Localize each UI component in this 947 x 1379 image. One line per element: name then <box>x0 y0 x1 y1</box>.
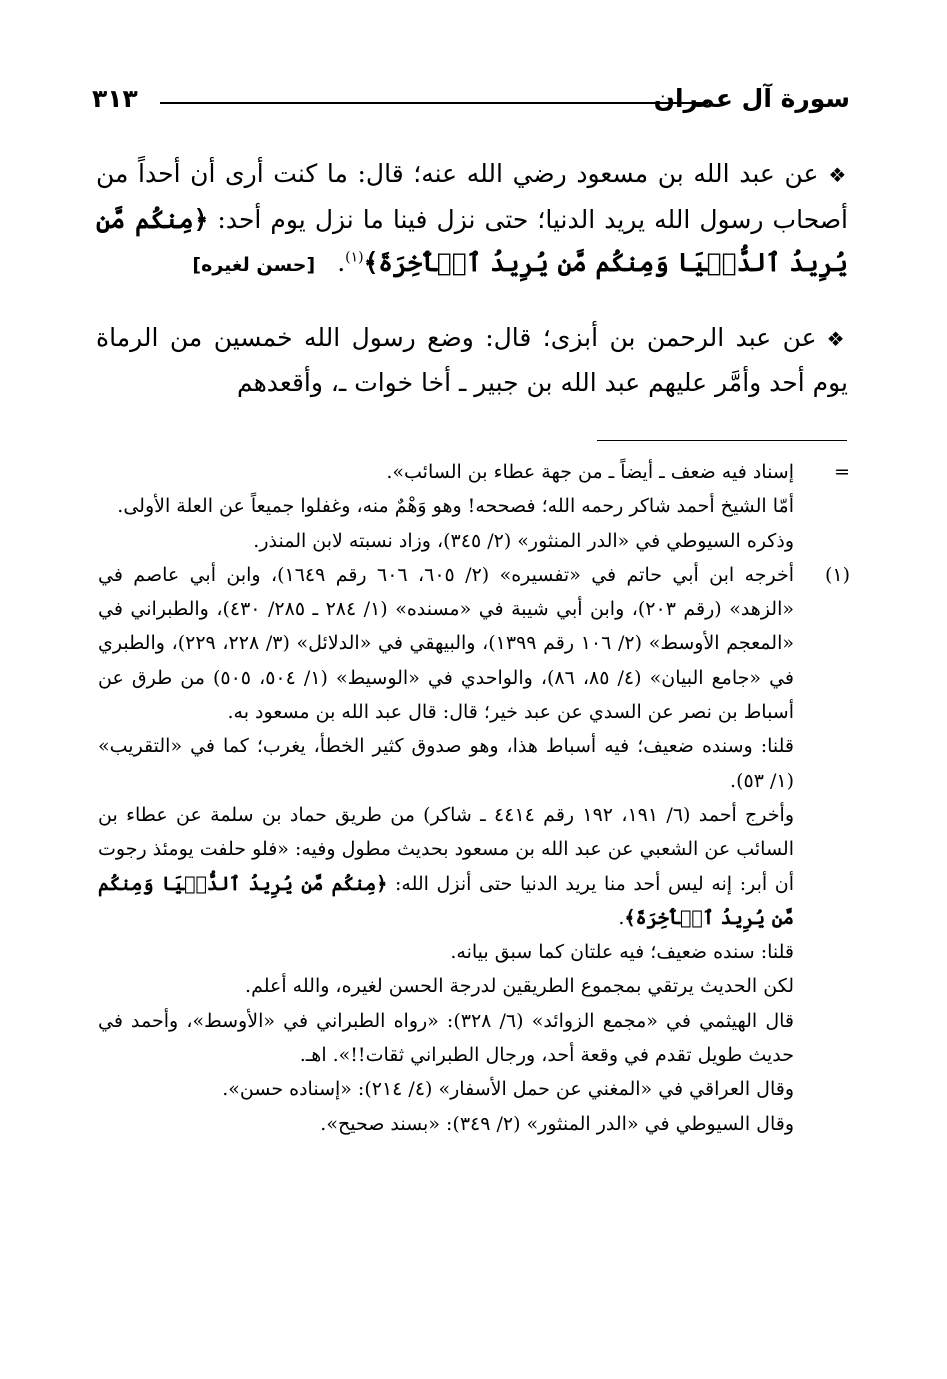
bullet-icon: ❖ <box>826 326 848 351</box>
header-rule <box>160 102 708 104</box>
chapter-title: سورة آل عمران <box>653 84 850 113</box>
footnote-line: لكن الحديث يرتقي بمجموع الطريقين لدرجة الحسن لغيره، والله أعلم. <box>245 975 794 998</box>
quran-quote: ﴿مِنكُم مَّن يُرِيدُ ٱلدُّنۡيَا وَمِنكُم مَّن يُرِيدُ ٱلۡأٓخِرَةَ﴾ <box>98 872 794 929</box>
sentence-end: . <box>618 906 625 929</box>
footnote-separator <box>597 440 847 441</box>
footnote-line: قلنا: سنده ضعيف؛ فيه علتان كما سبق بيانه. <box>450 941 794 964</box>
continuation-mark: = <box>834 461 850 483</box>
quran-quote: ﴿مِنكُم مَّن يُرِيدُ ٱلدُّنۡيَا وَمِنكُم مَّن يُرِيدُ ٱلۡأٓخِرَةَ﴾ <box>96 204 848 277</box>
footnote-line: قال الهيثمي في «مجمع الزوائد» (٦/ ٣٢٨): «رواه الطبراني في «الأوسط»، وأحمد في حديث طويل تقدم في وقعة أحد، ورجال الطبراني ثقات!!». اهـ. <box>98 1009 795 1067</box>
hadith-2-text: عن عبد الرحمن بن أبزى؛ قال: وضع رسول الله خمسين من الرماة يوم أحد وأمَّر عليهم عبد الله بن جبير ـ أخا خوات ـ، وأقعدهم <box>96 322 848 397</box>
footnote-line: إسناد فيه ضعف ـ أيضاً ـ من جهة عطاء بن السائب». <box>386 461 794 483</box>
footnote-number: (١) <box>824 563 850 586</box>
page-number: ٣١٣ <box>92 84 138 113</box>
main-text <box>96 152 848 405</box>
hadith-paragraph-1 <box>96 152 848 288</box>
footnote-line: قلنا: وسنده ضعيف؛ فيه أسباط هذا، وهو صدوق كثير الخطأ، يغرب؛ كما في «التقريب» (١/ ٥٣). <box>98 735 794 792</box>
footnote-line: وقال السيوطي في «الدر المنثور» (٢/ ٣٤٩): «بسند صحيح». <box>320 1112 794 1135</box>
sentence-end: . <box>337 248 346 277</box>
hadith-grade: [حسن لغيره] <box>192 254 316 276</box>
hadith-paragraph-2 <box>96 316 848 405</box>
bullet-icon: ❖ <box>828 163 848 187</box>
footnote-text: وأخرج أحمد (٦/ ١٩١، ١٩٢ رقم ٤٤١٤ ـ شاكر) من طريق حماد بن سلمة عن عطاء بن السائب عن الشعبي عن عبد الله بن مسعود بحديث مطول وفيه: «فلو حلفت يومئذ رجوت أن أبر: إنه ليس أحد منا يريد الدنيا حتى أنزل الله: <box>98 803 794 895</box>
footnote-line <box>98 798 794 935</box>
footnotes <box>98 455 850 1141</box>
footnote-line: وقال العراقي في «المغني عن حمل الأسفار» (٤/ ٢١٤): «إسناده حسن». <box>222 1078 794 1101</box>
hadith-1-text: عن عبد الله بن مسعود رضي الله عنه؛ قال: ما كنت أرى أن أحداً من أصحاب رسول الله يريد الدنيا؛ حتى نزل فينا ما نزل يوم أحد: <box>96 159 849 234</box>
footnote-line: أمّا الشيخ أحمد شاكر رحمه الله؛ فصححه! وهو وَهْمٌ منه، وغفلوا جميعاً عن العلة الأولى. <box>117 495 794 518</box>
footnote-line: أخرجه ابن أبي حاتم في «تفسيره» (٢/ ٦٠٥، ٦٠٦ رقم ١٦٤٩)، وابن أبي عاصم في «الزهد» (رقم ٢٠٣)، وابن أبي شيبة في «مسنده» (١/ ٢٨٤ ـ ٢٨٥/ ٤٣٠)، والطبراني في «المعجم الأوسط» (٢/ ١٠٦ رقم ١٣٩٩)، والبيهقي في «الدلائل» (٣/ ٢٢٨، ٢٢٩)، والطبري في «جامع البيان» (٤/ ٨٥، ٨٦)، والواحدي في «الوسيط» (١/ ٥٠٤، ٥٠٥) من طرق عن أسباط بن نصر عن السدي عن عبد خير؛ قال: قال عبد الله بن مسعود به. <box>98 563 795 724</box>
footnote-ref: (١) <box>345 249 364 266</box>
footnote-1 <box>98 558 850 1141</box>
footnote-continuation <box>98 455 850 558</box>
footnote-line: وذكره السيوطي في «الدر المنثور» (٢/ ٣٤٥)، وزاد نسبته لابن المنذر. <box>253 529 794 552</box>
running-header <box>92 78 850 124</box>
